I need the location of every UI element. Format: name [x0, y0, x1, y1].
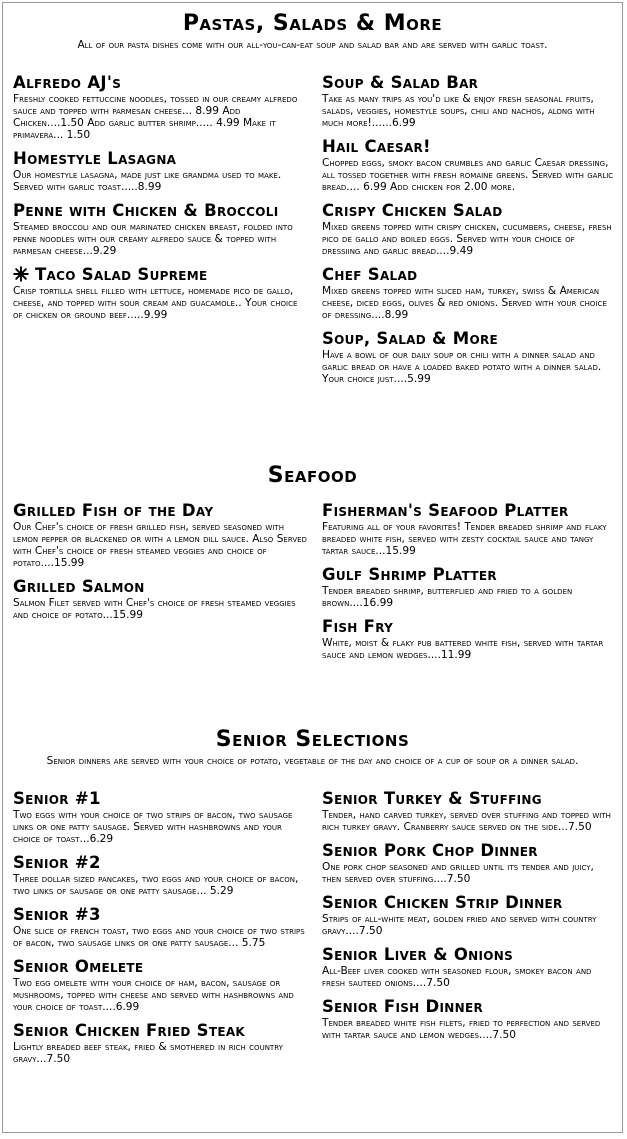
section-intro: All of our pasta dishes come with our all-you-can-eat soup and salad bar and are served with garlic toast. — [77, 39, 548, 51]
item-description: Strips of all-white meat, golden fried and served with country gravy....7.50 — [322, 913, 597, 937]
menu-item — [322, 73, 614, 129]
item-description: Our Chef's choice of fresh grilled fish, served seasoned with lemon pepper or blackened or with a lemon dill sauce. Also Served with Chef's choice of fresh steamed veggies and choice of potato....15.99 — [13, 521, 307, 569]
item-name: Senior Chicken Fried Steak — [13, 1021, 246, 1040]
menu-item — [13, 73, 308, 141]
left-column — [13, 789, 308, 1073]
item-description: Tender breaded white fish filets, fried to perfection and served with tartar sauce and lemon wedges....7.50 — [322, 1017, 601, 1041]
left-column — [13, 501, 308, 669]
item-name: Senior #1 — [13, 789, 101, 808]
item-name: Senior Fish Dinner — [322, 997, 484, 1016]
pastas-columns — [13, 73, 614, 393]
item-name: Homestyle Lasagna — [13, 149, 177, 168]
menu-page — [2, 2, 623, 1133]
item-description: Freshly cooked fettuccine noodles, tossed in our creamy alfredo sauce and topped with parmesan cheese... 8.99 Add Chicken....1.50 Add garlic butter shrimp..... 4.99 Make it primavera... 1.50 — [13, 93, 298, 141]
item-description: Two eggs with your choice of two strips of bacon, two sausage links or one patty sausage. Served with hashbrowns and your choice of toast...6.29 — [13, 809, 293, 845]
item-description: Salmon Filet served with Chef's choice of fresh steamed veggies and choice of potato...15.99 — [13, 597, 296, 621]
item-description: Tender breaded shrimp, butterflied and fried to a golden brown....16.99 — [322, 585, 573, 609]
item-description: One pork chop seasoned and grilled until its tender and juicy, then served over stuffing....7.50 — [322, 861, 594, 885]
right-column — [322, 789, 614, 1073]
item-name: Senior #3 — [13, 905, 101, 924]
item-description: All-Beef liver cooked with seasoned flour, smokey bacon and fresh sauteed onions....7.50 — [322, 965, 592, 989]
section-title: Seafood — [267, 463, 358, 488]
menu-item — [322, 945, 614, 989]
section-title: Pastas, Salads & More — [182, 11, 443, 36]
right-column — [322, 501, 614, 669]
item-name: Fish Fry — [322, 617, 394, 636]
menu-item — [13, 577, 308, 621]
menu-item — [322, 789, 614, 833]
item-name: Crispy Chicken Salad — [322, 201, 503, 220]
item-name: Senior Liver & Onions — [322, 945, 514, 964]
item-description: Have a bowl of our daily soup or chili with a dinner salad and garlic bread or have a loaded baked potato with a dinner salad. Your choice just....5.99 — [322, 349, 602, 385]
menu-item — [13, 957, 308, 1013]
pastas-section — [3, 11, 622, 51]
menu-item — [13, 905, 308, 949]
menu-item — [322, 841, 614, 885]
item-description: Tender, hand carved turkey, served over stuffing and topped with rich turkey gravy. Cranberry sauce served on the side...7.50 — [322, 809, 611, 833]
menu-item — [13, 853, 308, 897]
menu-item — [322, 201, 614, 257]
item-description: Featuring all of your favorites! Tender breaded shrimp and flaky breaded white fish, served with zesty cocktail sauce and tangy tartar sauce...15.99 — [322, 521, 607, 557]
item-description: Crisp tortilla shell filled with lettuce, homemade pico de gallo, cheese, and topped with sour cream and guacamole.. Your choice of chicken or ground beef.....9.99 — [13, 285, 298, 321]
item-description: Lightly breaded beef steak, fried & smothered in rich country gravy...7.50 — [13, 1041, 283, 1065]
item-name: Senior Turkey & Stuffing — [322, 789, 542, 808]
menu-item — [322, 565, 614, 609]
menu-item — [13, 501, 308, 569]
senior-section — [3, 727, 622, 767]
item-name: Gulf Shrimp Platter — [322, 565, 497, 584]
menu-item — [13, 1021, 308, 1065]
item-description: Mixed greens topped with sliced ham, turkey, swiss & American cheese, diced eggs, olives & red onions. Served with your choice of dressing....8.99 — [322, 285, 607, 321]
item-name: Senior Chicken Strip Dinner — [322, 893, 563, 912]
item-name: Senior #2 — [13, 853, 101, 872]
menu-item — [322, 265, 614, 321]
item-name: Soup, Salad & More — [322, 329, 499, 348]
menu-item — [322, 501, 614, 557]
section-title: Senior Selections — [215, 727, 410, 752]
seafood-columns — [13, 501, 614, 669]
menu-item — [13, 149, 308, 193]
item-name-row — [13, 265, 308, 284]
item-name: Grilled Salmon — [13, 577, 145, 596]
item-name: Hail Caesar! — [322, 137, 431, 156]
item-name: Grilled Fish of the Day — [13, 501, 214, 520]
left-column — [13, 73, 308, 393]
menu-item — [322, 329, 614, 385]
item-description: Two egg omelete with your choice of ham, bacon, sausage or mushrooms, topped with cheese and served with hashbrowns and your choice of toast....6.99 — [13, 977, 294, 1013]
item-name: Fisherman's Seafood Platter — [322, 501, 569, 520]
item-name: Penne with Chicken & Broccoli — [13, 201, 279, 220]
item-description: Mixed greens topped with crispy chicken, cucumbers, cheese, fresh pico de gallo and boiled eggs. Served with your choice of dressiing and garlic bread....9.49 — [322, 221, 612, 257]
right-column — [322, 73, 614, 393]
item-description: One slice of french toast, two eggs and your choice of two strips of bacon, two sausage links or one patty sausage... 5.75 — [13, 925, 305, 949]
star-burst-icon — [13, 266, 29, 282]
item-name: Senior Pork Chop Dinner — [322, 841, 538, 860]
menu-item — [322, 137, 614, 193]
senior-columns — [13, 789, 614, 1073]
menu-item — [13, 201, 308, 257]
item-name: Taco Salad Supreme — [35, 265, 208, 284]
menu-item — [322, 617, 614, 661]
item-description: Steamed broccoli and our marinated chicken breast, folded into penne noodles with our creamy alfredo sauce & topped with parmesan cheese...9.29 — [13, 221, 293, 257]
item-name: Alfredo AJ's — [13, 73, 122, 92]
item-description: Chopped eggs, smoky bacon crumbles and garlic Caesar dressing, all tossed together with fresh romaine greens. Served with garlic bread.... 6.99 Add chicken for 2.00 more. — [322, 157, 614, 193]
item-description: Take as many trips as you'd like & enjoy fresh seasonal fruits, salads, veggies, homestyle soups, chili and nachos, along with much more!......6.99 — [322, 93, 595, 129]
item-name: Chef Salad — [322, 265, 418, 284]
item-description: Three dollar sized pancakes, two eggs and your choice of bacon, two links of sausage or one patty sausage... 5.29 — [13, 873, 299, 897]
seafood-section — [3, 463, 622, 489]
item-name: Soup & Salad Bar — [322, 73, 479, 92]
menu-item — [322, 893, 614, 937]
item-description: White, moist & flaky pub battered white fish, served with tartar sauce and lemon wedges....11.99 — [322, 637, 604, 661]
menu-item — [13, 789, 308, 845]
item-description: Our homestyle lasagna, made just like grandma used to make. Served with garlic toast.....8.99 — [13, 169, 282, 193]
menu-item — [322, 997, 614, 1041]
item-name: Senior Omelete — [13, 957, 144, 976]
section-intro: Senior dinners are served with your choice of potato, vegetable of the day and choice of a cup of soup or a dinner salad. — [46, 755, 579, 767]
menu-item — [13, 265, 308, 321]
